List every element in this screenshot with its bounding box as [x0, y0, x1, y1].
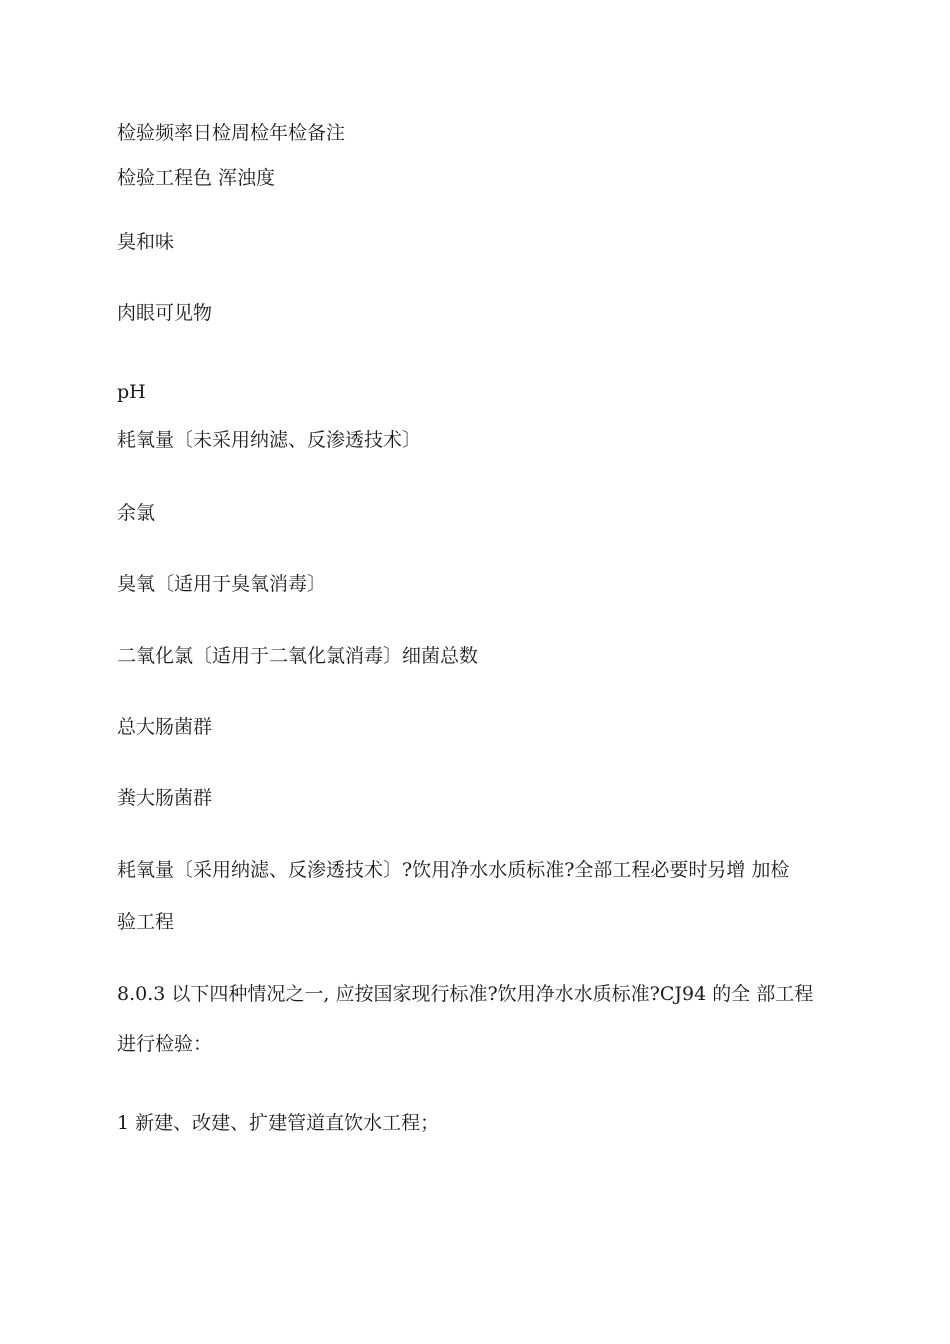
item-line: 肉眼可见物	[117, 302, 213, 324]
table-header-line: 检验频率日检周检年检备注	[117, 122, 346, 144]
paragraph-line: 验工程	[117, 911, 175, 933]
clause-line: 进行检验：	[117, 1033, 213, 1055]
item-line: 二氧化氯〔适用于二氧化氯消毒〕细菌总数	[117, 645, 479, 667]
item-line: 余氯	[117, 502, 156, 524]
item-line: pH	[117, 381, 146, 403]
paragraph-line: 耗氧量〔采用纳滤、反渗透技术〕?饮用净水水质标准?全部工程必要时另增 加检	[117, 859, 790, 881]
item-line: 粪大肠菌群	[117, 787, 213, 809]
item-line: 臭氧〔适用于臭氧消毒〕	[117, 573, 327, 595]
list-item: 1 新建、改建、扩建管道直饮水工程；	[117, 1112, 440, 1134]
item-line: 耗氧量〔未采用纳滤、反渗透技术〕	[117, 429, 422, 451]
item-line: 检验工程色 浑浊度	[117, 167, 276, 189]
clause-line: 8.0.3 以下四种情况之一, 应按国家现行标准?饮用净水水质标准?CJ94 的全 部工程	[117, 983, 814, 1005]
item-line: 总大肠菌群	[117, 716, 213, 738]
item-line: 臭和味	[117, 231, 175, 253]
